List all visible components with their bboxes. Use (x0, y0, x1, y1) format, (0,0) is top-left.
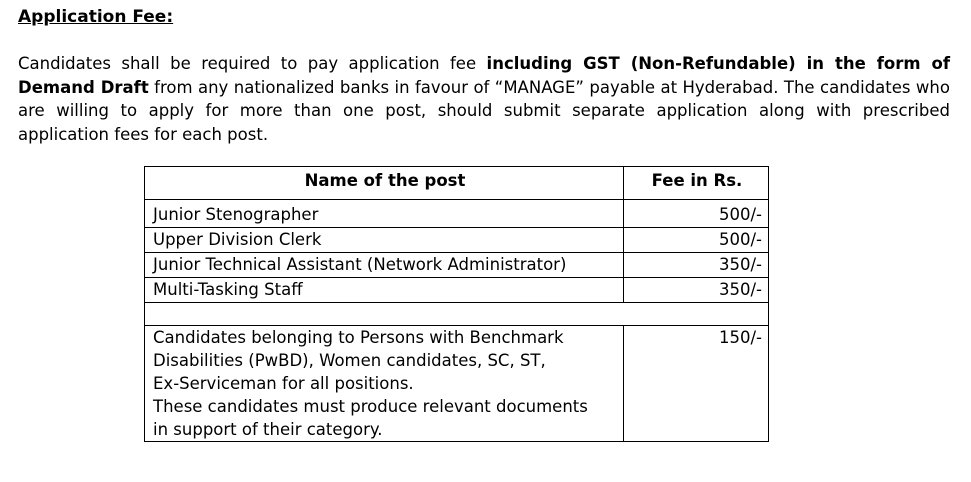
concession-line: Candidates belonging to Persons with Benchmark (153, 328, 564, 347)
table-row (145, 200, 769, 228)
section-heading: Application Fee: (18, 7, 174, 27)
fee-paragraph (18, 52, 950, 146)
post-name: Multi-Tasking Staff (145, 278, 624, 303)
fee-table (144, 166, 769, 442)
post-name: Junior Technical Assistant (Network Administrator) (145, 253, 624, 278)
post-fee: 500/- (624, 200, 769, 228)
concession-text (145, 326, 624, 442)
concession-row (145, 326, 769, 442)
concession-line: Ex-Serviceman for all positions. (153, 374, 414, 393)
table-row (145, 278, 769, 303)
spacer-cell (145, 303, 769, 326)
table-row (145, 253, 769, 278)
post-name: Upper Division Clerk (145, 228, 624, 253)
concession-fee: 150/- (624, 326, 769, 442)
header-fee: Fee in Rs. (624, 167, 769, 200)
concession-line: in support of their category. (153, 420, 383, 439)
table-header-row (145, 167, 769, 200)
concession-line: Disabilities (PwBD), Women candidates, SC, ST, (153, 351, 546, 370)
post-name: Junior Stenographer (145, 200, 624, 228)
header-post: Name of the post (145, 167, 624, 200)
document-body (18, 5, 950, 146)
post-fee: 500/- (624, 228, 769, 253)
paragraph-text-1: Candidates shall be required to pay application fee (18, 54, 487, 73)
spacer-row (145, 303, 769, 326)
concession-line: These candidates must produce relevant documents (153, 397, 588, 416)
post-fee: 350/- (624, 253, 769, 278)
post-fee: 350/- (624, 278, 769, 303)
paragraph-text-2: from any nationalized banks in favour of “MANAGE” payable at Hyderabad. The candidates who are willing to apply for more than one post, should submit separate application along with prescribed application fees for each post. (18, 77, 950, 144)
paragraph-bold-text: including GST (Non-Refundable) in the form of Demand Draft (18, 54, 951, 97)
table-row (145, 228, 769, 253)
